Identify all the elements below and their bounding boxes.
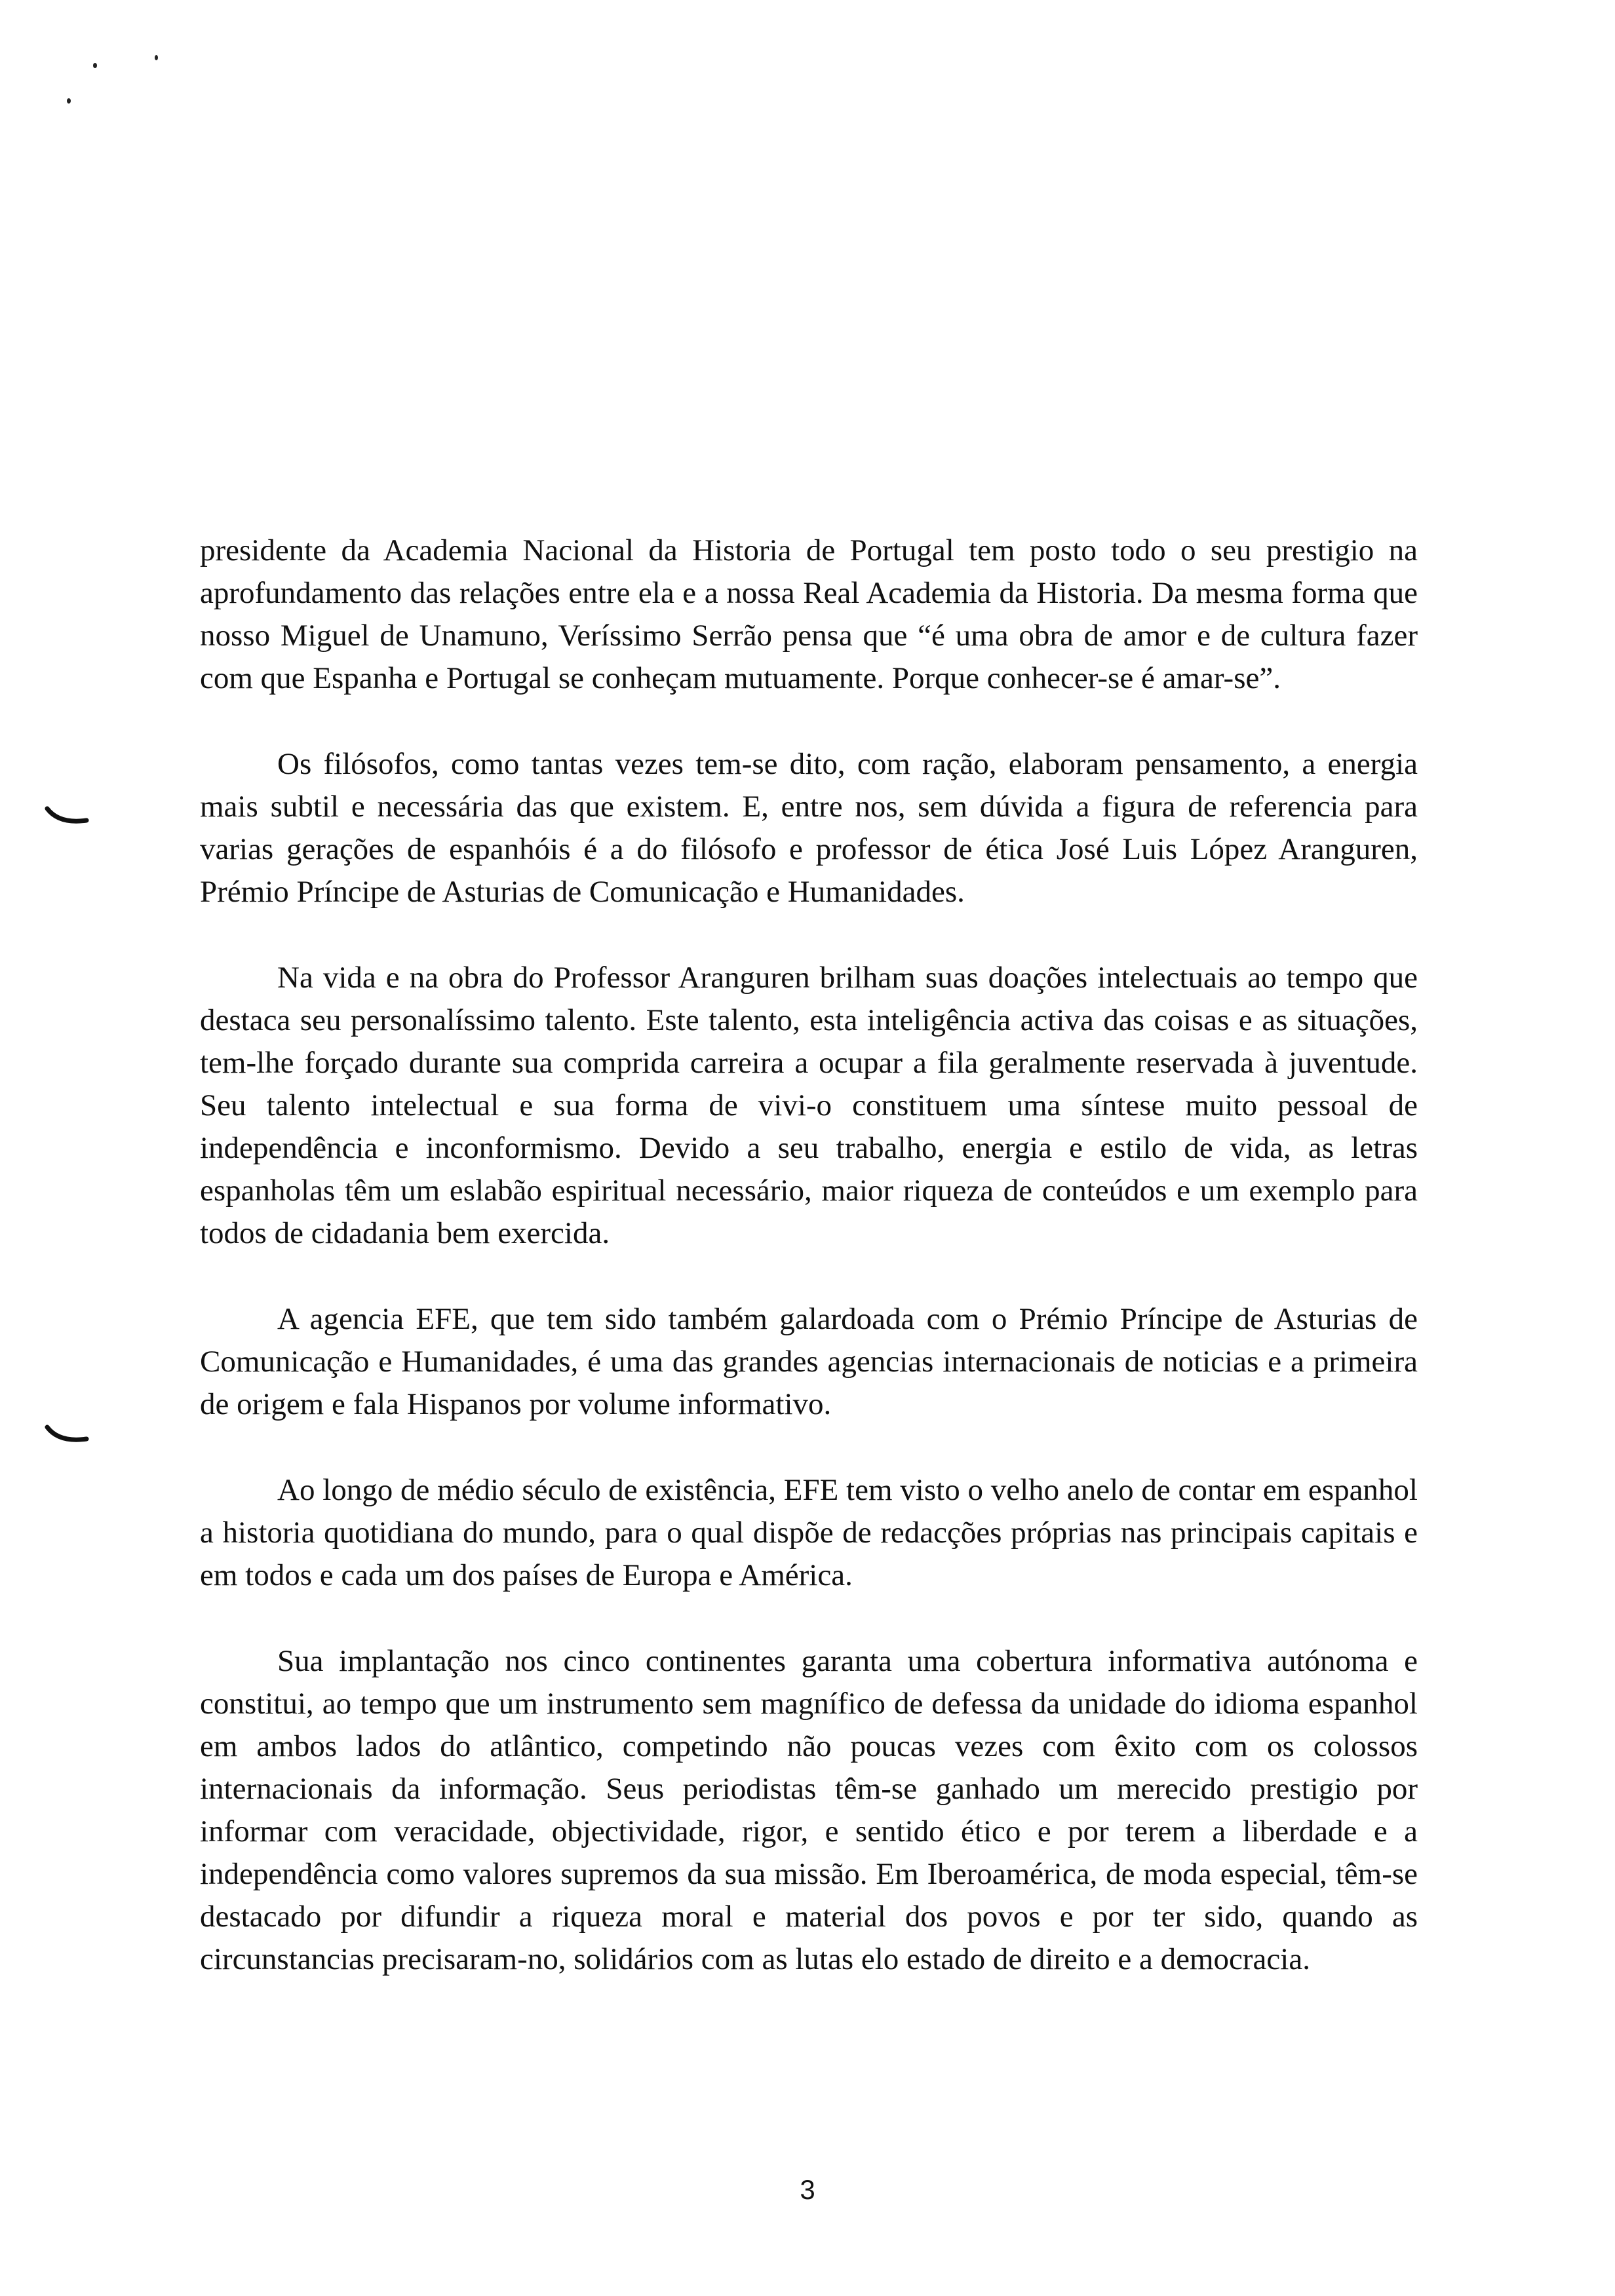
scan-speck	[155, 55, 158, 60]
margin-check-mark-icon	[45, 1423, 90, 1449]
body-text	[200, 529, 1418, 2024]
scan-speck	[93, 63, 97, 68]
margin-check-mark-icon	[45, 805, 90, 831]
paragraph: A agencia EFE, que tem sido também galardoada com o Prémio Príncipe de Asturias de Comunicação e Humanidades, é uma das grandes agencias internacionais de noticias e a primeira de origem e fala Hispanos por volume informativo.	[200, 1302, 1418, 1421]
paragraph: Os filósofos, como tantas vezes tem-se dito, com ração, elaboram pensamento, a energia mais subtil e necessária das que existem. E, entre nos, sem dúvida a figura de referencia para varias gerações de espanhóis é a do filósofo e professor de ética José Luis López Aranguren, Prémio Príncipe de Asturias de Comunicação e Humanidades.	[200, 747, 1418, 909]
paragraph: presidente da Academia Nacional da Historia de Portugal tem posto todo o seu prestigio na aprofundamento das relações entre ela e a nossa Real Academia da Historia. Da mesma forma que nosso Miguel de Unamuno, Veríssimo Serrão pensa que “é uma obra de amor e de cultura fazer com que Espanha e Portugal se conheçam mutuamente. Porque conhecer-se é amar-se”.	[200, 533, 1418, 695]
scan-speck	[67, 98, 71, 104]
paragraph: Na vida e na obra do Professor Aranguren brilham suas doações intelectuais ao tempo que destaca seu personalíssimo talento. Este talento, esta inteligência activa das coisas e as situações, tem-lhe forçado durante sua comprida carreira a ocupar a fila geralmente reservada à juventude. Seu talento intelectual e sua forma de vivi-o constituem uma síntese muito pessoal de independência e inconformismo. Devido a seu trabalho, energia e estilo de vida, as letras espanholas têm um eslabão espiritual necessário, maior riqueza de conteúdos e um exemplo para todos de cidadania bem exercida.	[200, 961, 1418, 1250]
paragraph: Sua implantação nos cinco continentes garanta uma cobertura informativa autónoma e constitui, ao tempo que um instrumento sem magnífico de defessa da unidade do idioma espanhol em ambos lados do atlântico, competindo não poucas vezes com êxito com os colossos internacionais da informação. Seus periodistas têm-se ganhado um merecido prestigio por informar com veracidade, objectividade, rigor, e sentido ético e por terem a liberdade e a independência como valores supremos da sua missão. Em Iberoamérica, de moda especial, têm-se destacado por difundir a riqueza moral e material dos povos e por ter sido, quando as circunstancias precisaram-no, solidários com as lutas elo estado de direito e a democracia.	[200, 1644, 1418, 1976]
page-number: 3	[800, 2174, 815, 2205]
paragraph: Ao longo de médio século de existência, EFE tem visto o velho anelo de contar em espanhol a historia quotidiana do mundo, para o qual dispõe de redacções próprias nas principais capitais e em todos e cada um dos países de Europa e América.	[200, 1473, 1418, 1592]
